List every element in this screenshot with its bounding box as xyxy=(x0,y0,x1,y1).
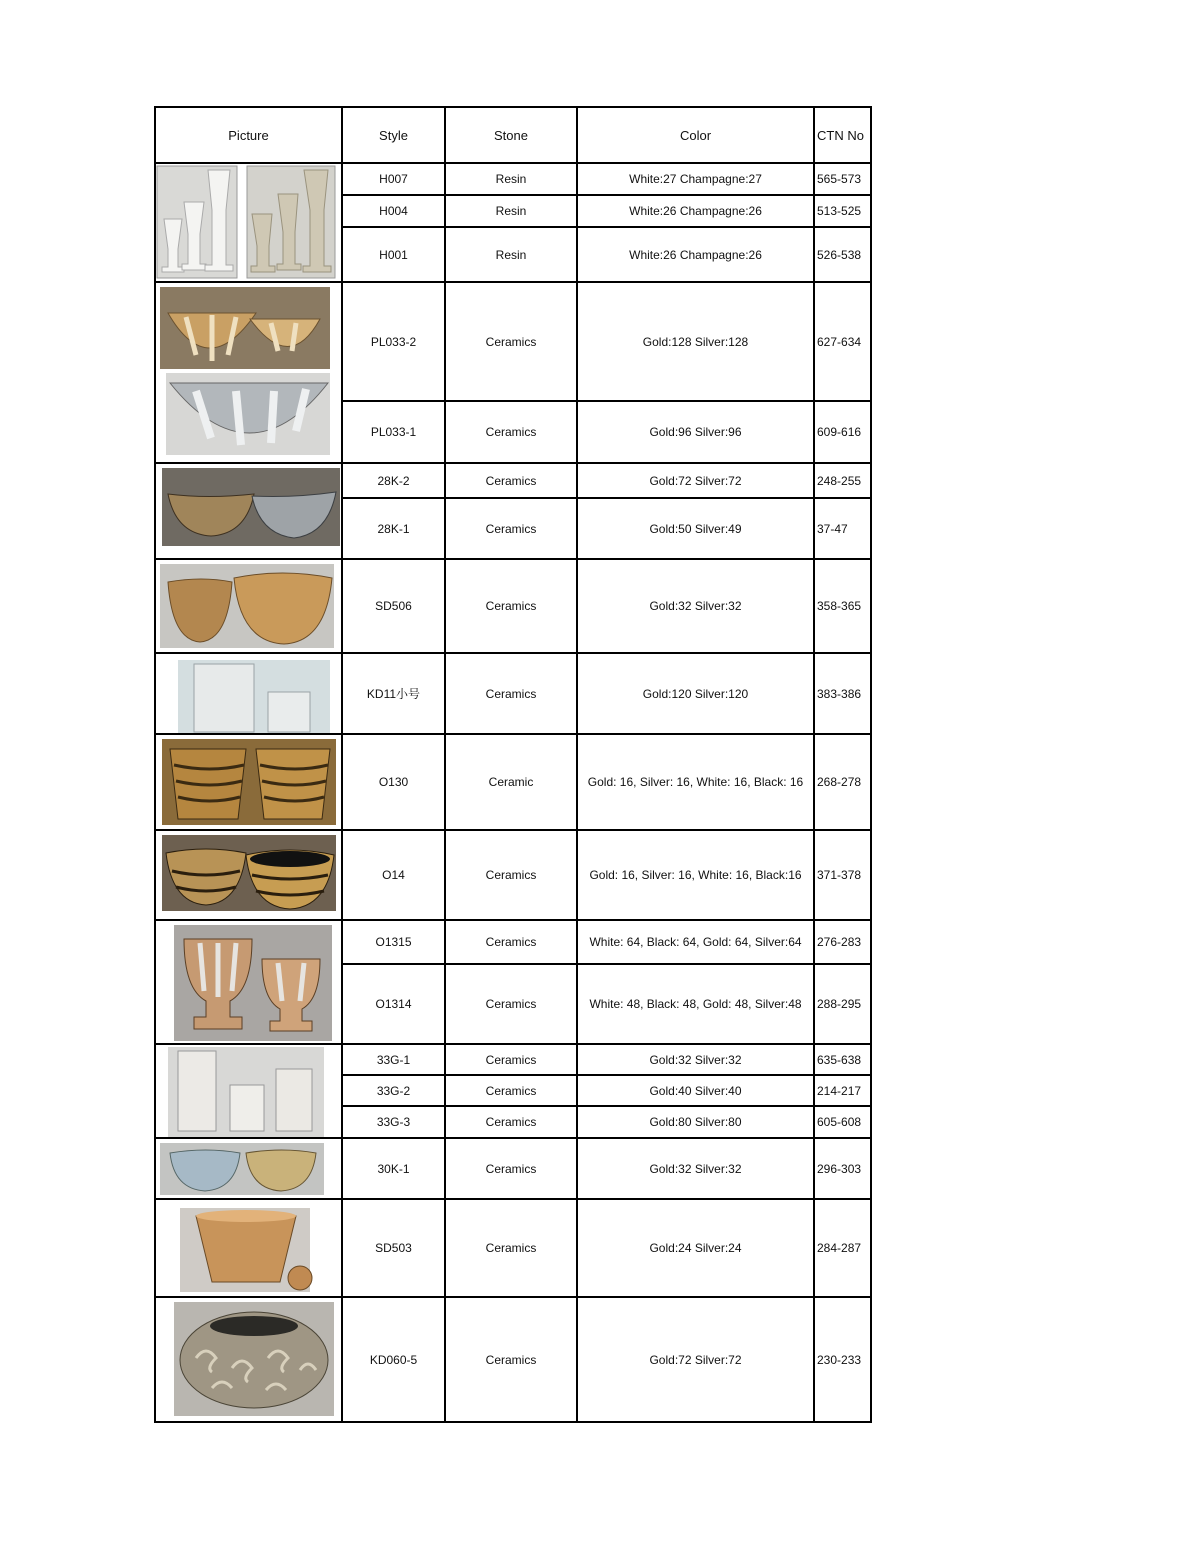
ctn-cell: 358-365 xyxy=(814,559,871,653)
stone-cell: Ceramics xyxy=(445,653,577,734)
stone-cell: Ceramics xyxy=(445,1044,577,1075)
color-cell: Gold:72 Silver:72 xyxy=(577,1297,814,1422)
gold-bowl-photo xyxy=(156,560,342,652)
ctn-cell: 230-233 xyxy=(814,1297,871,1422)
striped-pot-photo xyxy=(156,735,342,829)
color-cell: Gold:72 Silver:72 xyxy=(577,463,814,498)
product-photo-o14 xyxy=(155,830,342,920)
stone-cell: Ceramics xyxy=(445,463,577,498)
table-row xyxy=(155,463,871,498)
product-photo-h-series xyxy=(155,163,342,282)
table-row xyxy=(155,559,871,653)
stone-cell: Ceramics xyxy=(445,1106,577,1138)
color-cell: Gold:128 Silver:128 xyxy=(577,282,814,401)
product-photo-kd11 xyxy=(155,653,342,734)
style-cell: 28K-2 xyxy=(342,463,445,498)
product-sheet xyxy=(154,106,872,1423)
scroll-bowl-photo xyxy=(156,1298,342,1421)
color-cell: Gold:120 Silver:120 xyxy=(577,653,814,734)
style-cell: SD503 xyxy=(342,1199,445,1297)
header-picture: Picture xyxy=(155,107,342,163)
urn-photo xyxy=(156,921,342,1044)
header-color: Color xyxy=(577,107,814,163)
table-row xyxy=(155,734,871,830)
product-photo-o131x xyxy=(155,920,342,1044)
ctn-cell: 296-303 xyxy=(814,1138,871,1199)
ctn-cell: 288-295 xyxy=(814,964,871,1044)
color-cell: Gold:80 Silver:80 xyxy=(577,1106,814,1138)
color-cell: Gold:32 Silver:32 xyxy=(577,559,814,653)
table-row xyxy=(155,830,871,920)
planter-photo xyxy=(156,1200,342,1296)
color-cell: White:27 Champagne:27 xyxy=(577,163,814,195)
stone-cell: Ceramics xyxy=(445,1075,577,1106)
style-cell: O1315 xyxy=(342,920,445,964)
ctn-cell: 627-634 xyxy=(814,282,871,401)
style-cell: H004 xyxy=(342,195,445,227)
product-photo-sd503 xyxy=(155,1199,342,1297)
stone-cell: Ceramics xyxy=(445,830,577,920)
stone-cell: Ceramics xyxy=(445,964,577,1044)
product-photo-30k xyxy=(155,1138,342,1199)
ctn-cell: 513-525 xyxy=(814,195,871,227)
style-cell: 28K-1 xyxy=(342,498,445,559)
ctn-cell: 248-255 xyxy=(814,463,871,498)
square-vase-photo xyxy=(156,654,342,733)
color-cell: White:26 Champagne:26 xyxy=(577,195,814,227)
ctn-cell: 284-287 xyxy=(814,1199,871,1297)
ctn-cell: 37-47 xyxy=(814,498,871,559)
color-cell: Gold:40 Silver:40 xyxy=(577,1075,814,1106)
table-row xyxy=(155,653,871,734)
table-row xyxy=(155,920,871,964)
color-cell: Gold:24 Silver:24 xyxy=(577,1199,814,1297)
stone-cell: Ceramics xyxy=(445,559,577,653)
striped-bowl-photo xyxy=(156,831,342,919)
style-cell: 33G-1 xyxy=(342,1044,445,1075)
color-cell: Gold:32 Silver:32 xyxy=(577,1138,814,1199)
color-cell: White: 48, Black: 48, Gold: 48, Silver:48 xyxy=(577,964,814,1044)
color-cell: White: 64, Black: 64, Gold: 64, Silver:64 xyxy=(577,920,814,964)
color-cell: Gold:96 Silver:96 xyxy=(577,401,814,463)
stone-cell: Ceramics xyxy=(445,401,577,463)
ctn-cell: 268-278 xyxy=(814,734,871,830)
ctn-cell: 383-386 xyxy=(814,653,871,734)
bowl-photo xyxy=(156,283,342,463)
ctn-cell: 605-608 xyxy=(814,1106,871,1138)
color-cell: Gold:32 Silver:32 xyxy=(577,1044,814,1075)
product-table xyxy=(154,106,872,1423)
ctn-cell: 371-378 xyxy=(814,830,871,920)
stone-cell: Resin xyxy=(445,163,577,195)
product-photo-pl033 xyxy=(155,282,342,463)
color-cell: Gold: 16, Silver: 16, White: 16, Black:16 xyxy=(577,830,814,920)
ctn-cell: 214-217 xyxy=(814,1075,871,1106)
stone-cell: Resin xyxy=(445,227,577,282)
stone-cell: Ceramic xyxy=(445,734,577,830)
product-photo-28k xyxy=(155,463,342,559)
color-cell: White:26 Champagne:26 xyxy=(577,227,814,282)
boat-bowl-photo xyxy=(156,464,342,559)
style-cell: PL033-2 xyxy=(342,282,445,401)
ctn-cell: 276-283 xyxy=(814,920,871,964)
table-row xyxy=(155,1044,871,1075)
style-cell: H001 xyxy=(342,227,445,282)
header-stone: Stone xyxy=(445,107,577,163)
ctn-cell: 565-573 xyxy=(814,163,871,195)
product-photo-kd060 xyxy=(155,1297,342,1422)
color-cell: Gold:50 Silver:49 xyxy=(577,498,814,559)
style-cell: O14 xyxy=(342,830,445,920)
header-style: Style xyxy=(342,107,445,163)
style-cell: 33G-3 xyxy=(342,1106,445,1138)
style-cell: 30K-1 xyxy=(342,1138,445,1199)
table-row xyxy=(155,163,871,195)
style-cell: SD506 xyxy=(342,559,445,653)
stone-cell: Ceramics xyxy=(445,1138,577,1199)
stone-cell: Ceramics xyxy=(445,282,577,401)
style-cell: KD11小号 xyxy=(342,653,445,734)
table-row xyxy=(155,1199,871,1297)
round-bowl-photo xyxy=(156,1139,342,1198)
style-cell: O1314 xyxy=(342,964,445,1044)
table-row xyxy=(155,282,871,401)
stone-cell: Ceramics xyxy=(445,1199,577,1297)
stone-cell: Ceramics xyxy=(445,920,577,964)
style-cell: H007 xyxy=(342,163,445,195)
style-cell: KD060-5 xyxy=(342,1297,445,1422)
color-cell: Gold: 16, Silver: 16, White: 16, Black: 16 xyxy=(577,734,814,830)
stone-cell: Ceramics xyxy=(445,1297,577,1422)
style-cell: PL033-1 xyxy=(342,401,445,463)
product-photo-o130 xyxy=(155,734,342,830)
ctn-cell: 526-538 xyxy=(814,227,871,282)
table-row xyxy=(155,1138,871,1199)
vase-photo xyxy=(156,164,342,282)
ctn-cell: 609-616 xyxy=(814,401,871,463)
product-photo-33g xyxy=(155,1044,342,1138)
product-photo-sd506 xyxy=(155,559,342,653)
cylinder-vase-photo xyxy=(156,1045,342,1138)
stone-cell: Resin xyxy=(445,195,577,227)
header-ctn-no: CTN No xyxy=(814,107,871,163)
ctn-cell: 635-638 xyxy=(814,1044,871,1075)
stone-cell: Ceramics xyxy=(445,498,577,559)
style-cell: O130 xyxy=(342,734,445,830)
style-cell: 33G-2 xyxy=(342,1075,445,1106)
table-row xyxy=(155,1297,871,1422)
